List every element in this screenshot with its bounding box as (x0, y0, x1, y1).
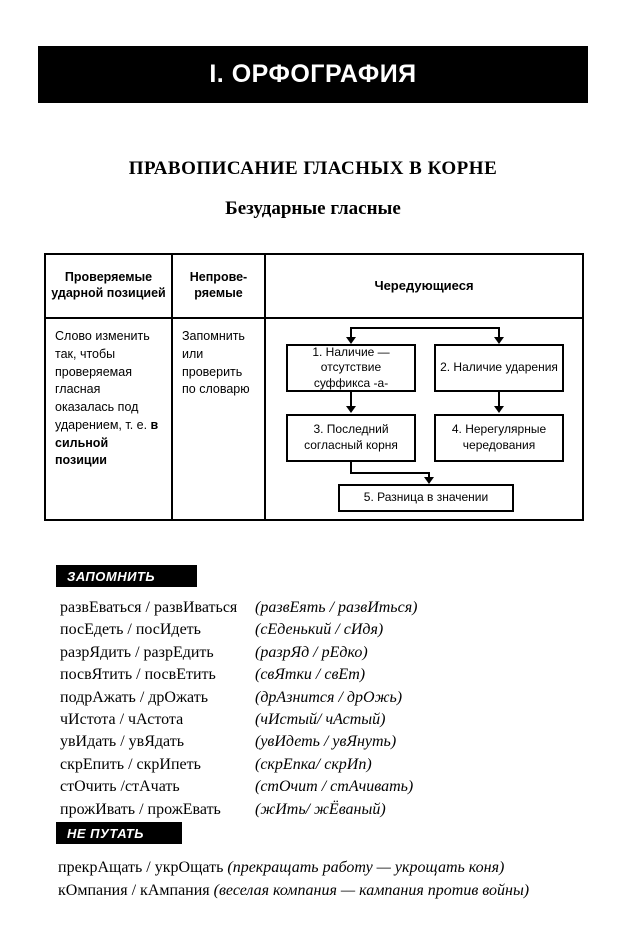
vowels-table (44, 253, 584, 521)
arrow-to-box-2 (494, 337, 504, 344)
word-pair-list (60, 597, 580, 821)
connector-right-down-2 (498, 392, 500, 407)
word-pair-left: прожИвать / прожЕвать (60, 800, 221, 818)
word-pair-right: (чИстый/ чАстый) (255, 711, 386, 729)
section-banner (38, 46, 588, 103)
flow-box-1: 1. Наличие — отсутствие суффикса -а- (286, 344, 416, 392)
word-pair-right: (скрЕпка/ скрИп) (255, 755, 372, 773)
word-pair-left: посЕдеть / посИдеть (60, 621, 201, 639)
list-item (58, 879, 598, 902)
banner-title: I. ОРФОГРАФИЯ (209, 60, 417, 88)
cell-checkable-description (46, 319, 173, 519)
word-pair-right: (увИдеть / увЯнуть) (255, 733, 397, 751)
word-pair-right: (дрАзнится / дрОжь) (255, 688, 403, 706)
flow-diagram (266, 319, 582, 519)
word-pair-left: разрЯдить / разрЕдить (60, 643, 214, 661)
flow-box-5: 5. Разница в значении (338, 484, 514, 512)
word-pair-right: (развЕять / развИться) (255, 599, 418, 616)
cell-uncheckable-description: Запомнить или проверить по словарю (173, 319, 266, 519)
list-item (58, 856, 598, 879)
word-pair-right: (жИть/ жЁваный) (255, 800, 386, 818)
flow-box-3: 3. Последний согласный корня (286, 414, 416, 462)
word-pair-left: стОчить /стАчать (60, 778, 180, 796)
section-label-remember: ЗАПОМНИТЬ (56, 565, 197, 587)
word-pair-left: посвЯтить / посвЕтить (60, 666, 216, 684)
flow-box-4: 4. Нерегулярные чередования (434, 414, 564, 462)
confusable-left: прекрАщать / укрОщать (58, 859, 228, 876)
cell-checkable-text: Слово изменить так, чтобы проверяемая гласная оказалась под ударением, т. е. (55, 329, 151, 432)
list-item (60, 687, 580, 709)
word-pair-left: развЕваться / развИваться (60, 599, 238, 616)
list-item (60, 664, 580, 686)
table-header-row (46, 255, 582, 319)
column-header-checkable: Проверяемые ударной позицией (46, 255, 173, 317)
word-pair-right: (разрЯд / рЕдко) (255, 643, 368, 661)
connector-left-down-2 (350, 392, 352, 407)
word-pair-right: (сЕденький / сИдя) (255, 621, 384, 639)
word-pair-left: чИстота / чАстота (60, 711, 184, 729)
word-pair-left: скрЕпить / скрИпеть (60, 755, 201, 773)
word-pair-right: (стОчит / стАчивать) (255, 778, 414, 796)
list-item (60, 709, 580, 731)
section-label-dont-confuse: НЕ ПУТАТЬ (56, 822, 182, 844)
arrow-to-box-4 (494, 406, 504, 413)
word-pair-right: (свЯтки / свЕт) (255, 666, 366, 684)
list-item (60, 754, 580, 776)
arrow-to-box-5 (424, 477, 434, 484)
column-header-alternating: Чередующиеся (374, 277, 474, 293)
arrow-to-box-1 (346, 337, 356, 344)
confusable-list (58, 856, 598, 902)
list-item (60, 799, 580, 821)
confusable-left: кОмпания / кАмпания (58, 882, 214, 899)
connector-top-horizontal (350, 327, 500, 329)
cell-alternating-flow (266, 319, 582, 519)
connector-bottom-horizontal (350, 472, 430, 474)
list-item (60, 597, 580, 619)
flow-box-2: 2. Наличие ударения (434, 344, 564, 392)
list-item (60, 776, 580, 798)
word-pair-left: подрАжать / дрОжать (60, 688, 208, 706)
page-title: ПРАВОПИСАНИЕ ГЛАСНЫХ В КОРНЕ (128, 158, 498, 179)
page-subtitle: Безударные гласные (225, 198, 401, 219)
table-body-row (46, 319, 582, 519)
arrow-to-box-3 (346, 406, 356, 413)
confusable-right: (веселая компания — кампания против войны) (213, 882, 530, 899)
list-item (60, 642, 580, 664)
list-item (60, 619, 580, 641)
word-pair-left: увИдать / увЯдать (60, 733, 185, 751)
confusable-right: (прекращать работу — укрощать коня) (227, 859, 505, 876)
column-header-uncheckable: Непрове-ряемые (173, 255, 266, 317)
cell-checkable-bold: в сильной позиции (55, 417, 159, 468)
list-item (60, 731, 580, 753)
